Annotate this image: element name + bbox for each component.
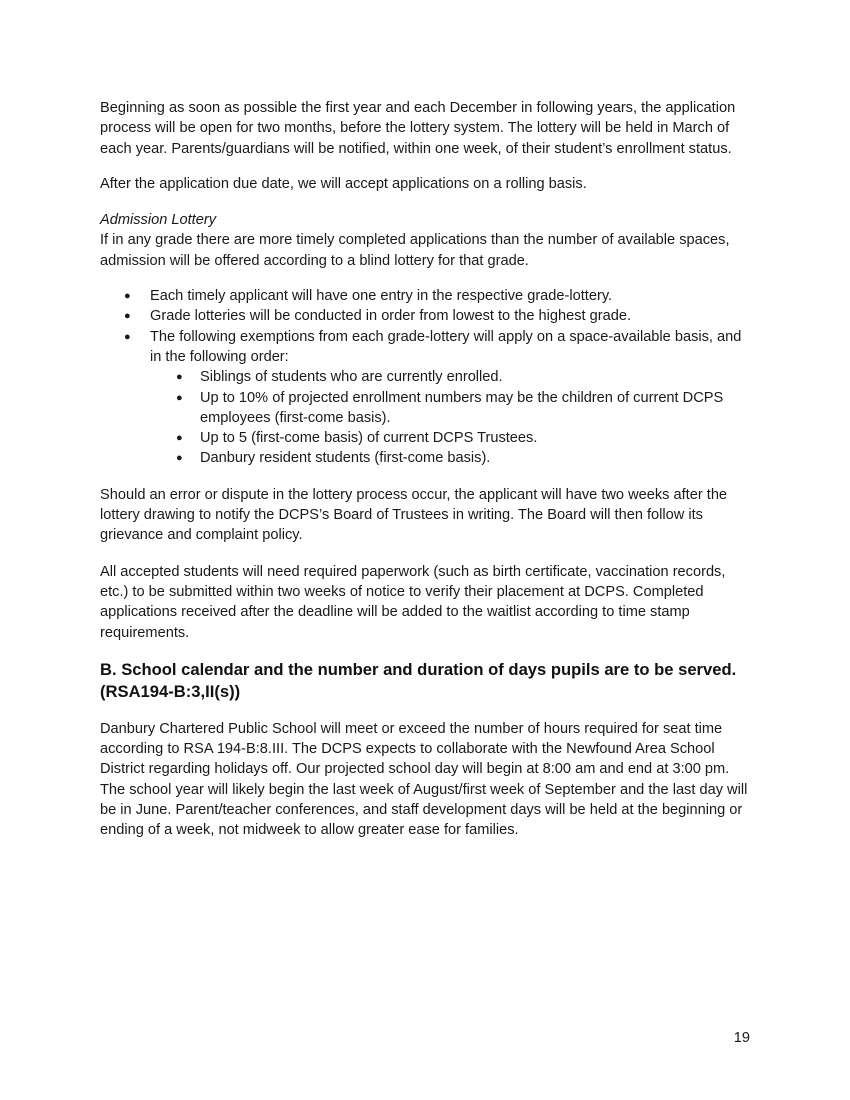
- error-dispute-paragraph: Should an error or dispute in the lottery process occur, the applicant will have two weeks after the lottery drawing to notify the DCPS’s Board of Trustees in writing. The Board will then follow its grievance and complaint policy.: [100, 486, 728, 544]
- list-item-text: The following exemptions from each grade-lottery will apply on a space-available basis, and in the following order:: [150, 328, 742, 365]
- sub-list-item: ● Siblings of students who are currently enrolled.: [150, 367, 755, 387]
- sub-list-item: ● Up to 5 (first-come basis) of current DCPS Trustees.: [150, 428, 755, 448]
- sub-list-item: ● Danbury resident students (first-come basis).: [150, 448, 755, 468]
- admission-lottery-text: If in any grade there are more timely completed applications than the number of available spaces, admission will be offered according to a blind lottery for that grade.: [100, 232, 730, 269]
- intro-paragraph: Beginning as soon as possible the first year and each December in following years, the application process will be open for two months, before the lottery system. The lottery will be held in March of each year. Parents/guardians will be notified, within one week, of their student’s enrollment status.: [100, 100, 736, 157]
- admission-lottery-block: [100, 210, 755, 271]
- rolling-basis-paragraph: After the application due date, we will accept applications on a rolling basis.: [100, 175, 587, 192]
- calendar-paragraph: Danbury Chartered Public School will meet or exceed the number of hours required for seat time according to RSA 194-B:8.III. The DCPS expects to collaborate with the Newfound Area School District regarding holidays off. Our projected school day will begin at 8:00 am and end at 3:00 pm. The school year will likely begin the last week of August/first week of September and the last day will be in June. Parent/teacher conferences, and staff development days will be held at the beginning or ending of a week, not midweek to allow greater ease for families.: [100, 720, 748, 839]
- list-item: ● Grade lotteries will be conducted in order from lowest to the highest grade.: [100, 306, 755, 326]
- lottery-rules-list: [100, 286, 755, 469]
- page-number: 19: [733, 1030, 750, 1046]
- list-item: ● Each timely applicant will have one entry in the respective grade-lottery.: [100, 286, 755, 306]
- sub-list-item: ● Up to 10% of projected enrollment numbers may be the children of current DCPS employees (first-come basis).: [150, 388, 755, 429]
- section-heading: B. School calendar and the number and duration of days pupils are to be served. (RSA194-B:3,II(s)): [100, 659, 737, 701]
- exemptions-sublist: [150, 367, 755, 468]
- accepted-students-paragraph: All accepted students will need required paperwork (such as birth certificate, vaccination records, etc.) to be submitted within two weeks of notice to verify their placement at DCPS. Completed applications received after the deadline will be added to the waitlist according to time stamp requirements.: [100, 563, 726, 641]
- list-item-exemptions: [100, 327, 755, 469]
- admission-lottery-heading: Admission Lottery: [100, 212, 216, 229]
- document-page: [100, 98, 755, 841]
